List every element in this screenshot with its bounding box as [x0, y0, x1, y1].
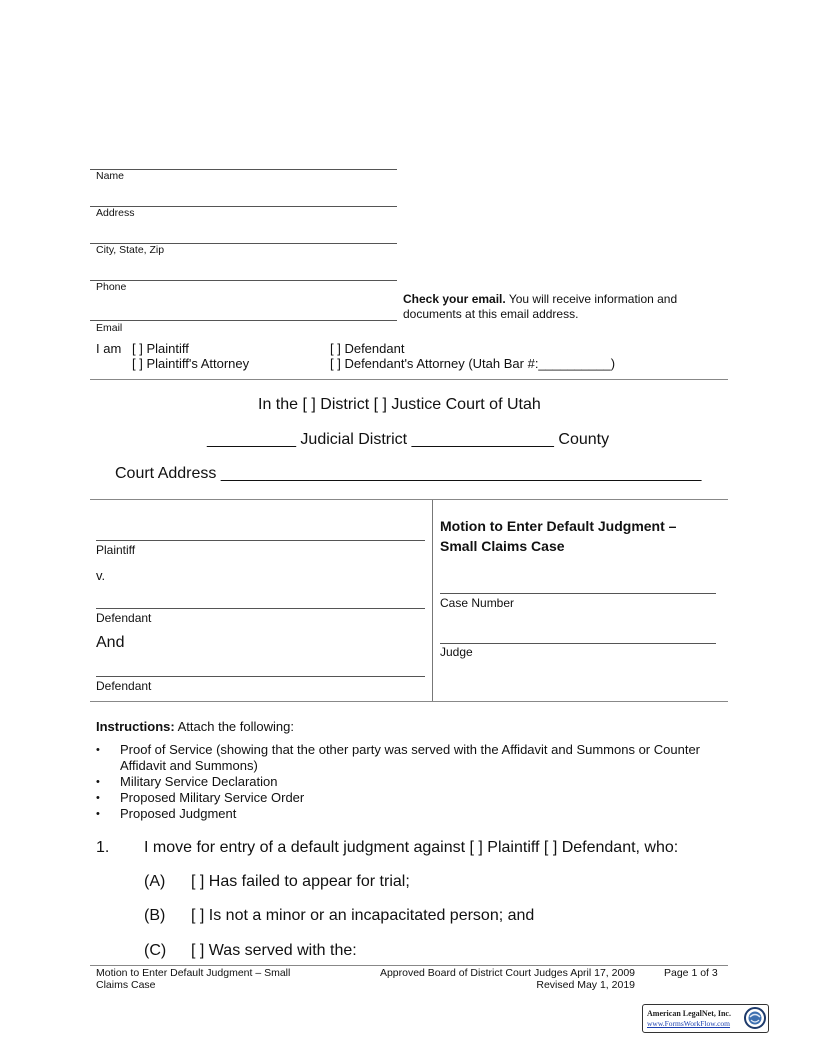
- defendant-checkbox[interactable]: [ ] Defendant: [330, 341, 405, 356]
- globe-icon: [744, 1007, 766, 1029]
- caption-divider: [432, 500, 433, 702]
- plaintiff-label: Plaintiff: [96, 543, 136, 557]
- address-line[interactable]: [90, 206, 397, 207]
- plaintiff-name-line[interactable]: [96, 540, 425, 541]
- footer-approved: Approved Board of District Court Judges April 17, 2009: [379, 967, 635, 979]
- court-address-line[interactable]: Court Address ______________________________________________________: [115, 465, 702, 482]
- form-title-line1: Motion to Enter Default Judgment –: [440, 518, 677, 534]
- list-item: • Proof of Service (showing that the other party was served with the Affidavit and Summons or Counter Affidavit and Summons): [96, 742, 726, 774]
- american-legalnet-logo[interactable]: [642, 1004, 769, 1033]
- email-notice-line1: You will receive information and: [505, 292, 678, 306]
- versus-label: v.: [96, 568, 106, 583]
- caption-top-border: [90, 499, 728, 500]
- item-a-letter: (A): [144, 873, 166, 890]
- instructions-label: Instructions:: [96, 719, 175, 734]
- defendant-attorney-checkbox[interactable]: [ ] Defendant's Attorney (Utah Bar #:__________): [330, 356, 616, 371]
- judge-label: Judge: [440, 645, 473, 659]
- paragraph-number: 1.: [96, 839, 110, 856]
- email-line[interactable]: [90, 320, 397, 321]
- defendant2-label: Defendant: [96, 679, 152, 693]
- city-state-zip-label: City, State, Zip: [96, 244, 165, 256]
- defendant1-name-line[interactable]: [96, 608, 425, 609]
- logo-url[interactable]: www.FormsWorkFlow.com: [647, 1019, 731, 1028]
- logo-name: American LegalNet, Inc.: [647, 1009, 731, 1018]
- plaintiff-checkbox[interactable]: [ ] Plaintiff: [132, 341, 189, 356]
- address-label: Address: [96, 207, 135, 219]
- email-notice: [403, 292, 677, 322]
- item-b-checkbox[interactable]: [ ] Is not a minor or an incapacitated person; and: [191, 907, 535, 924]
- footer-approval: [360, 967, 635, 991]
- list-item: • Military Service Declaration: [96, 774, 726, 790]
- court-type-line[interactable]: In the [ ] District [ ] Justice Court of Utah: [258, 396, 541, 413]
- form-title-line2: Small Claims Case: [440, 538, 565, 554]
- item-a-checkbox[interactable]: [ ] Has failed to appear for trial;: [191, 873, 410, 890]
- instructions-text: Attach the following:: [174, 719, 294, 734]
- email-notice-bold: Check your email.: [403, 292, 506, 306]
- case-number-label: Case Number: [440, 596, 515, 610]
- motion-statement[interactable]: I move for entry of a default judgment against [ ] Plaintiff [ ] Defendant, who:: [144, 839, 679, 856]
- instructions-heading: [96, 719, 294, 734]
- section-divider: [90, 379, 728, 380]
- footer-title-line1: Motion to Enter Default Judgment – Small: [96, 967, 291, 979]
- phone-label: Phone: [96, 281, 127, 293]
- defendant2-name-line[interactable]: [96, 676, 425, 677]
- i-am-label: I am: [96, 341, 122, 356]
- footer-divider: [90, 965, 728, 966]
- phone-line[interactable]: [90, 280, 397, 281]
- list-item: • Proposed Judgment: [96, 806, 726, 822]
- email-notice-line2: documents at this email address.: [403, 307, 579, 321]
- list-item: • Proposed Military Service Order: [96, 790, 726, 806]
- defendant1-label: Defendant: [96, 611, 152, 625]
- form-title: [440, 516, 676, 556]
- judge-line[interactable]: [440, 643, 716, 644]
- judicial-district-line[interactable]: __________ Judicial District ________________ County: [207, 431, 610, 448]
- item-c-checkbox[interactable]: [ ] Was served with the:: [191, 942, 357, 959]
- page-number: Page 1 of 3: [664, 967, 718, 979]
- footer-revised: Revised May 1, 2019: [536, 979, 635, 991]
- case-number-line[interactable]: [440, 593, 716, 594]
- item-c-letter: (C): [144, 942, 167, 959]
- plaintiff-attorney-checkbox[interactable]: [ ] Plaintiff's Attorney: [132, 356, 250, 371]
- instructions-list: [96, 742, 726, 822]
- name-label: Name: [96, 170, 125, 182]
- footer-title: [96, 967, 290, 991]
- email-label: Email: [96, 322, 123, 334]
- name-line[interactable]: [90, 169, 397, 170]
- and-label: And: [96, 634, 125, 651]
- item-b-letter: (B): [144, 907, 166, 924]
- caption-bottom-border: [90, 701, 728, 702]
- footer-title-line2: Claims Case: [96, 979, 156, 991]
